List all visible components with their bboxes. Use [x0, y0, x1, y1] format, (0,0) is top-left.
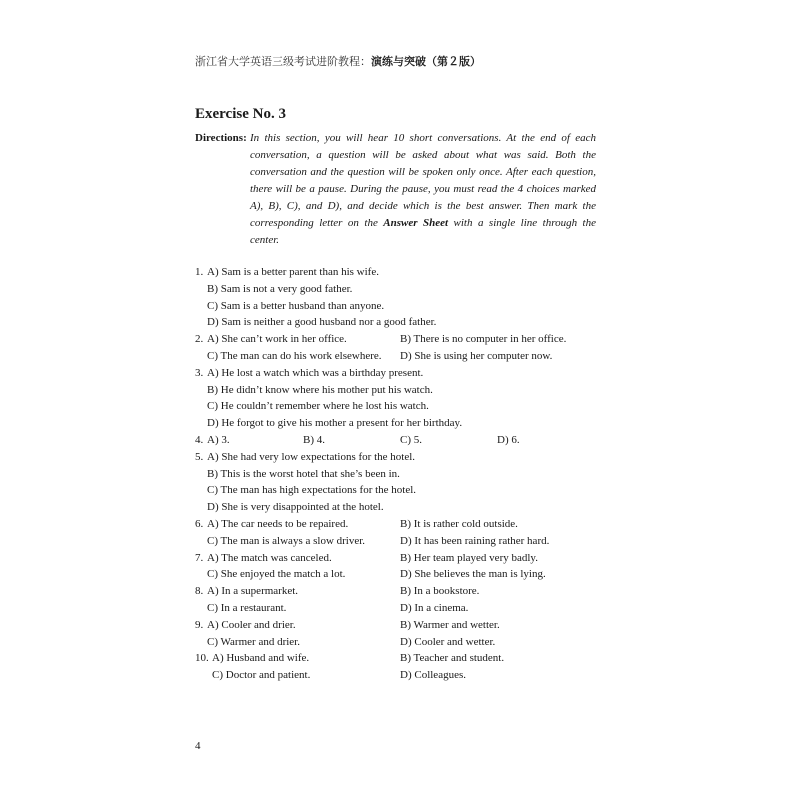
- choice-c: C) In a restaurant.: [207, 601, 287, 614]
- choice-d: D) He forgot to give his mother a present for her birthday.: [207, 417, 463, 430]
- question-number: 7.: [195, 551, 204, 564]
- choice-d: D) In a cinema.: [400, 601, 469, 614]
- question-number: 9.: [195, 618, 204, 631]
- choice-c: C) 5.: [400, 433, 422, 446]
- question-number: 3.: [195, 366, 204, 379]
- question-3-row-c: [195, 398, 615, 415]
- directions-label: Directions:: [195, 132, 247, 144]
- question-3-row-a: [195, 365, 615, 382]
- header-bold: 演练与突破（第２版）: [371, 55, 481, 68]
- choice-b: B) He didn’t know where his mother put his watch.: [207, 383, 433, 396]
- question-5-row-a: [195, 449, 615, 466]
- choice-d: D) She is using her computer now.: [400, 349, 553, 362]
- choice-b: B) This is the worst hotel that she’s been in.: [207, 467, 400, 480]
- question-7-row-cd: [195, 566, 615, 583]
- choice-b: B) Sam is not a very good father.: [207, 282, 353, 295]
- question-6-row-ab: [195, 516, 615, 533]
- directions-block: [195, 130, 596, 249]
- question-number: 4.: [195, 433, 204, 446]
- choice-a: A) The match was canceled.: [207, 551, 332, 564]
- choice-b: B) There is no computer in her office.: [400, 333, 567, 346]
- choice-c: C) The man is always a slow driver.: [207, 534, 366, 547]
- exercise-title: Exercise No. 3: [195, 106, 286, 122]
- choice-a: A) Cooler and drier.: [207, 618, 296, 631]
- choice-b: B) In a bookstore.: [400, 585, 480, 598]
- choice-a: A) Husband and wife.: [212, 652, 310, 665]
- question-7-row-ab: [195, 550, 615, 567]
- question-list: [195, 264, 615, 684]
- question-number: 6.: [195, 517, 204, 530]
- question-number: 10.: [195, 652, 209, 665]
- answer-sheet-emphasis: Answer Sheet: [383, 217, 449, 229]
- question-number: 2.: [195, 333, 204, 346]
- page-number: 4: [195, 740, 201, 752]
- question-1-row-a: [195, 264, 615, 281]
- choice-b: B) It is rather cold outside.: [400, 517, 518, 530]
- running-header: [195, 53, 481, 69]
- question-2-row-cd: [195, 348, 615, 365]
- question-9-row-cd: [195, 634, 615, 651]
- question-5-row-c: [195, 482, 615, 499]
- choice-c: C) She enjoyed the match a lot.: [207, 568, 346, 581]
- directions-text: In this section, you will hear 10 short conversations. At the end of each conversation, a question will be asked about what was said. Both the conversation and the question will be spoken only once. After each question, there will be a pause. During the pause, you must read the 4 choices marked A), B), C), and D), and decide which is the best answer. Then mark the corresponding letter on the Answer Sheet with a single line through the center.: [250, 132, 596, 246]
- question-1-row-d: [195, 314, 615, 331]
- choice-a: A) She had very low expectations for the hotel.: [207, 450, 416, 463]
- question-1-row-c: [195, 298, 615, 315]
- choice-c: C) Doctor and patient.: [212, 669, 311, 682]
- choice-d: D) 6.: [497, 433, 520, 446]
- choice-c: C) Sam is a better husband than anyone.: [207, 299, 385, 312]
- choice-c: C) He couldn’t remember where he lost his watch.: [207, 400, 429, 413]
- question-3-row-b: [195, 382, 615, 399]
- choice-d: D) She is very disappointed at the hotel.: [207, 501, 384, 514]
- choice-b: B) 4.: [303, 433, 325, 446]
- choice-c: C) Warmer and drier.: [207, 635, 300, 648]
- question-number: 5.: [195, 450, 204, 463]
- choice-c: C) The man can do his work elsewhere.: [207, 349, 382, 362]
- choice-a: A) She can’t work in her office.: [207, 333, 347, 346]
- choice-d: D) It has been raining rather hard.: [400, 534, 550, 547]
- choice-b: B) Her team played very badly.: [400, 551, 538, 564]
- choice-d: D) Cooler and wetter.: [400, 635, 496, 648]
- choice-a: A) The car needs to be repaired.: [207, 517, 349, 530]
- question-8-row-ab: [195, 583, 615, 600]
- question-4-row: [195, 432, 615, 449]
- choice-c: C) The man has high expectations for the hotel.: [207, 484, 417, 497]
- question-2-row-ab: [195, 331, 615, 348]
- choice-d: D) Colleagues.: [400, 669, 466, 682]
- question-8-row-cd: [195, 600, 615, 617]
- header-text: 浙江省大学英语三级考试进阶教程：: [195, 55, 371, 68]
- choice-d: D) Sam is neither a good husband nor a good father.: [207, 316, 437, 329]
- choice-b: B) Warmer and wetter.: [400, 618, 500, 631]
- question-10-row-cd: [195, 667, 615, 684]
- choice-b: B) Teacher and student.: [400, 652, 505, 665]
- question-9-row-ab: [195, 617, 615, 634]
- question-number: 8.: [195, 585, 204, 598]
- question-1-row-b: [195, 281, 615, 298]
- question-6-row-cd: [195, 533, 615, 550]
- choice-a: A) He lost a watch which was a birthday present.: [207, 366, 424, 379]
- question-10-row-ab: [195, 650, 615, 667]
- choice-a: A) 3.: [207, 433, 230, 446]
- choice-a: A) Sam is a better parent than his wife.: [207, 266, 379, 278]
- question-5-row-b: [195, 466, 615, 483]
- choice-d: D) She believes the man is lying.: [400, 568, 546, 581]
- choice-a: A) In a supermarket.: [207, 585, 299, 598]
- question-3-row-d: [195, 415, 615, 432]
- question-5-row-d: [195, 499, 615, 516]
- question-number: 1.: [195, 266, 204, 278]
